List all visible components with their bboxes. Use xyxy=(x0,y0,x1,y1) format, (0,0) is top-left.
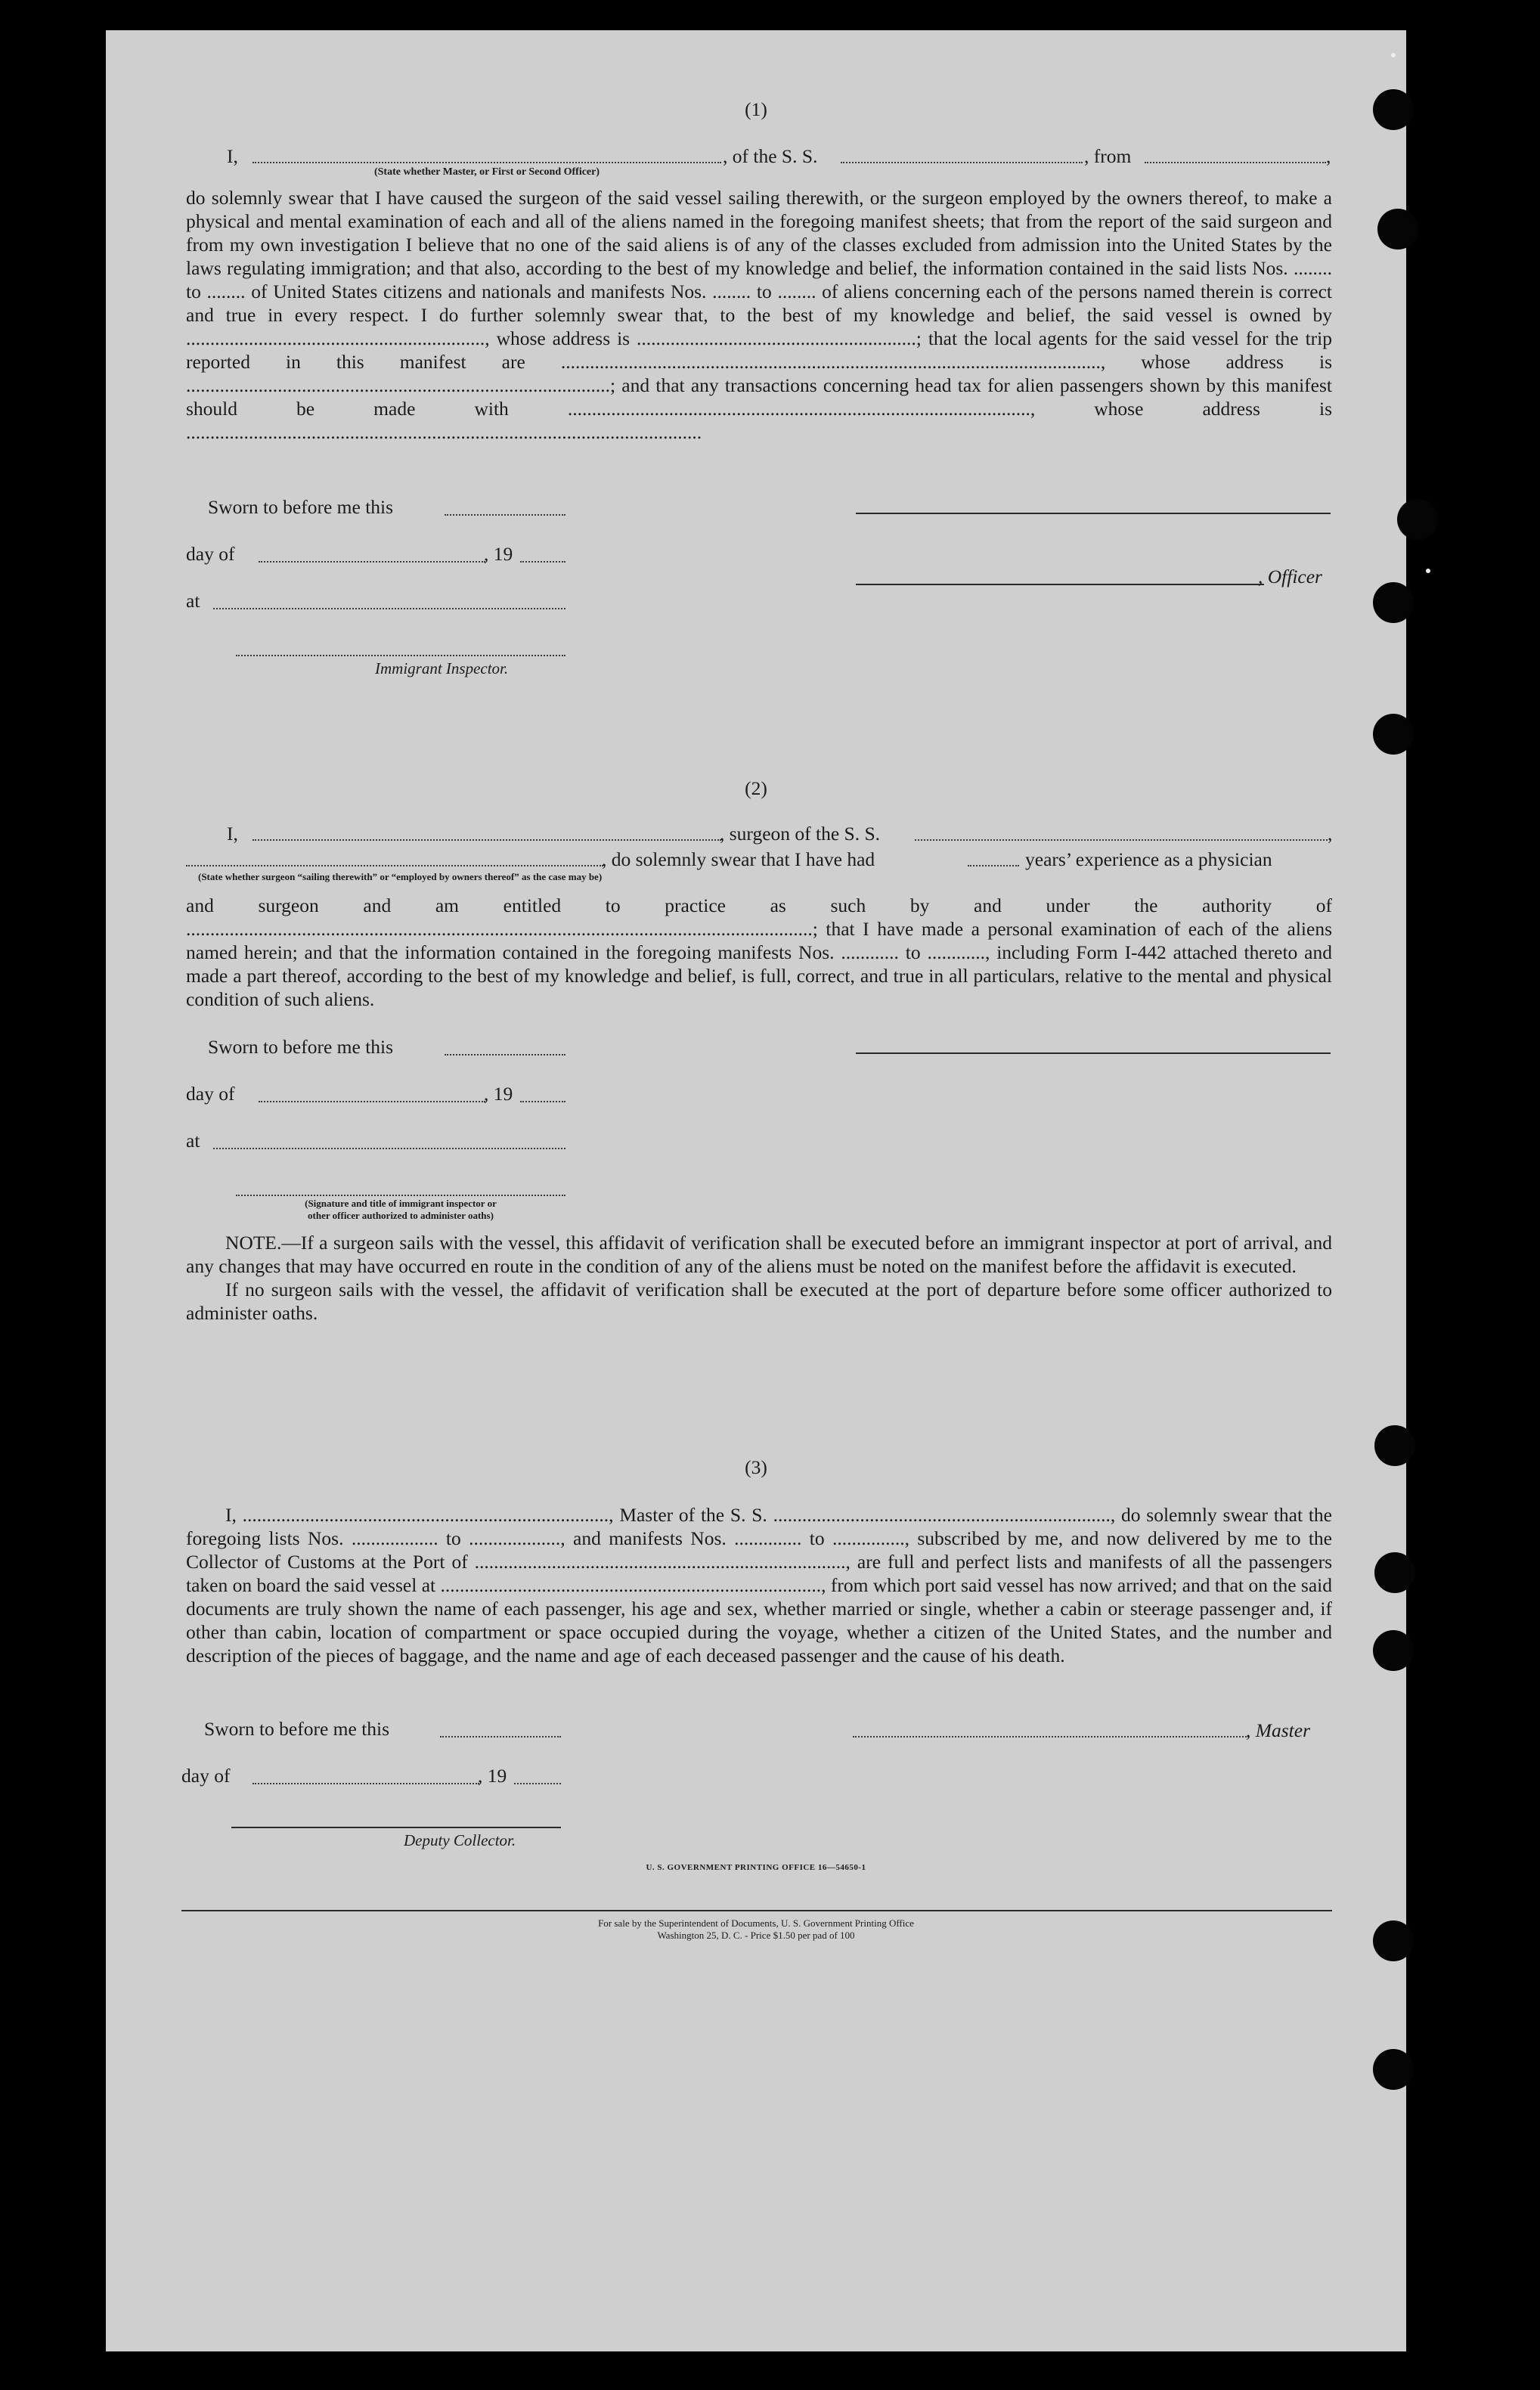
dust-speck xyxy=(1426,569,1430,573)
sec3-sworn-date-field[interactable] xyxy=(440,1736,561,1737)
sec2-name-field[interactable] xyxy=(253,839,721,841)
sec3-sworn-label: Sworn to before me this xyxy=(204,1718,390,1740)
sec1-from-field[interactable] xyxy=(1145,162,1326,163)
sec2-signature-note-1: (Signature and title of immigrant inspector or xyxy=(305,1198,497,1209)
sec1-at-field[interactable] xyxy=(213,608,565,609)
sec3-deputy-line[interactable] xyxy=(231,1827,561,1828)
sec2-years-field[interactable] xyxy=(968,865,1019,866)
sec1-state-note: (State whether Master, or First or Second Officer) xyxy=(373,166,600,178)
sec2-year-label: , 19 xyxy=(484,1083,513,1105)
binder-hole xyxy=(1397,499,1438,540)
sec3-year-label: , 19 xyxy=(478,1765,507,1787)
sec2-year-field[interactable] xyxy=(520,1101,565,1102)
dust-speck xyxy=(1391,53,1396,57)
sec1-year-field[interactable] xyxy=(520,561,565,563)
binder-hole xyxy=(1374,1552,1415,1593)
sec2-sworn-date-field[interactable] xyxy=(445,1054,565,1056)
sec1-from-label: , from xyxy=(1084,145,1132,167)
sale-notice-2: Washington 25, D. C. - Price $1.50 per pad of 100 xyxy=(657,1930,855,1941)
sec3-day-of-label: day of xyxy=(181,1765,231,1787)
sec1-day-field[interactable] xyxy=(259,561,485,563)
sec2-day-of-label: day of xyxy=(186,1083,235,1105)
sec3-year-field[interactable] xyxy=(514,1783,561,1784)
gpo-imprint: U. S. GOVERNMENT PRINTING OFFICE 16—54650-1 xyxy=(646,1863,866,1872)
sec1-officer-line[interactable] xyxy=(856,584,1264,585)
sec2-vessel-field[interactable] xyxy=(915,839,1328,841)
sec2-years-label: years’ experience as a physician xyxy=(1025,848,1272,870)
footer-rule xyxy=(181,1910,1332,1911)
sec2-solemnly-label: , do solemnly swear that I have had xyxy=(602,848,875,870)
sec1-sworn-date-field[interactable] xyxy=(445,514,565,516)
sec1-officer-title-field[interactable] xyxy=(253,162,721,163)
sec2-day-field[interactable] xyxy=(259,1101,485,1102)
sec3-day-field[interactable] xyxy=(253,1783,479,1784)
sec1-oath-text: do solemnly swear that I have caused the surgeon of the said vessel sailing therewith, or the surgeon employed by the owners thereof, to make a physical and mental examination of each and all of the aliens named in the foregoing manifest sheets; that from the report of the said surgeon and from my own investigation I believe that no one of the said aliens is of any of the classes excluded from admission into the United States by the laws regulating immigration; and that also, according to the best of my knowledge and belief, the information contained in the said lists Nos. ........ to ........ of United States citizens and nationals and manifests Nos. ........ to ........ of aliens concerning each of the persons named therein is correct and true in every respect. I do further solemnly swear that, to the best of my knowledge and belief, the said vessel is owned by .............................................................., whose address is ..........................................................; that the local agents for the said vessel for the trip reported in this manifest are ................................................................................................................, whose address is ........................................................................................; and that any transactions concerning head tax for alien passengers shown by this manifest should be made with ................................................................................................, whose address is ........................................................................................................... xyxy=(186,187,1332,443)
section-2-number: (2) xyxy=(745,777,767,799)
sec1-of-ss-label: , of the S. S. xyxy=(723,145,818,167)
sec2-note-1: NOTE.—If a surgeon sails with the vessel, this affidavit of verification shall be executed before an immigrant inspector at port of arrival, and any changes that may have occurred en route in the condition of any of the aliens must be noted on the manifest before the affidavit is executed. xyxy=(186,1232,1332,1277)
binder-hole xyxy=(1373,89,1414,130)
sec1-i: I, xyxy=(227,145,238,167)
sec3-oath-text: I, ............................................................................, Master of the S. S. ......................................................................, do solemnly swear that the foregoing lists Nos. .................. to ..................., and manifests Nos. .............. to ..............., subscribed by me, and now delivered by me to the Collector of Customs at the Port of ............................................................................., are full and perfect lists and manifests of all the passengers taken on board the said vessel at ..............................................................................., from which port said vessel has now arrived; and that on the said documents are truly shown the name of each passenger, his age and sex, whether married or single, whether a cabin or steerage passenger and, if other than cabin, location of compartment or space occupied during the voyage, whether a citizen of the United States, and the number and description of the pieces of baggage, and the name and age of each deceased passenger and the cause of his death. xyxy=(186,1504,1332,1666)
sec2-surgeon-of-label: , surgeon of the S. S. xyxy=(720,823,881,845)
sec1-inspector-label: Immigrant Inspector. xyxy=(375,659,509,677)
sec2-at-label: at xyxy=(186,1130,200,1152)
sec3-master-line[interactable] xyxy=(853,1736,1249,1737)
sec1-year-label: , 19 xyxy=(484,543,513,565)
binder-hole xyxy=(1373,714,1414,755)
sec2-inspector-line[interactable] xyxy=(236,1195,565,1196)
binder-hole xyxy=(1377,209,1418,250)
binder-hole xyxy=(1373,1920,1414,1961)
sec1-at-label: at xyxy=(186,590,200,612)
sec2-i: I, xyxy=(227,823,238,845)
sec2-note-2: If no surgeon sails with the vessel, the affidavit of verification shall be executed at the port of departure before some officer authorized to administer oaths. xyxy=(186,1279,1332,1324)
sec1-sworn-label: Sworn to before me this xyxy=(208,496,394,518)
section-1-number: (1) xyxy=(745,98,767,120)
sec3-deputy-label: Deputy Collector. xyxy=(404,1831,516,1849)
sec2-notes xyxy=(186,1231,1332,1352)
sec2-status-field[interactable] xyxy=(186,865,603,866)
sec2-sworn-label: Sworn to before me this xyxy=(208,1036,394,1058)
sec2-signature-note-2: other officer authorized to administer oaths) xyxy=(308,1210,494,1221)
sec1-comma: , xyxy=(1326,145,1331,167)
binder-hole xyxy=(1373,1630,1414,1671)
sec1-vessel-field[interactable] xyxy=(841,162,1083,163)
sec1-signature-line[interactable] xyxy=(856,513,1331,514)
sec1-inspector-line[interactable] xyxy=(236,655,565,656)
sec2-oath-text: and surgeon and am entitled to practice as such by and under the authority of ..................................................................................................................................; that I have made a personal examination of each of the aliens named herein; and that the information contained in the foregoing manifests Nos. ............ to ............, including Form I-442 attached thereto and made a part thereof, according to the best of my knowledge and belief, is full, correct, and true in all particulars, relative to the mental and physical condition of such aliens. xyxy=(186,894,1332,1010)
section-3-number: (3) xyxy=(745,1456,767,1478)
sec2-at-field[interactable] xyxy=(213,1148,565,1149)
binder-hole xyxy=(1373,582,1414,623)
sale-notice-1: For sale by the Superintendent of Documents, U. S. Government Printing Office xyxy=(598,1917,914,1929)
sec2-signature-line[interactable] xyxy=(856,1052,1331,1054)
binder-hole xyxy=(1373,2049,1414,2090)
sec2-comma: , xyxy=(1328,823,1333,845)
sec3-master-label: , Master xyxy=(1246,1719,1310,1741)
sec1-day-of-label: day of xyxy=(186,543,235,565)
binder-hole xyxy=(1374,1425,1415,1466)
sec2-state-note: (State whether surgeon “sailing therewith” or “employed by owners thereof” as the case may be) xyxy=(198,871,603,882)
sec1-officer-label: , Officer xyxy=(1258,566,1322,587)
